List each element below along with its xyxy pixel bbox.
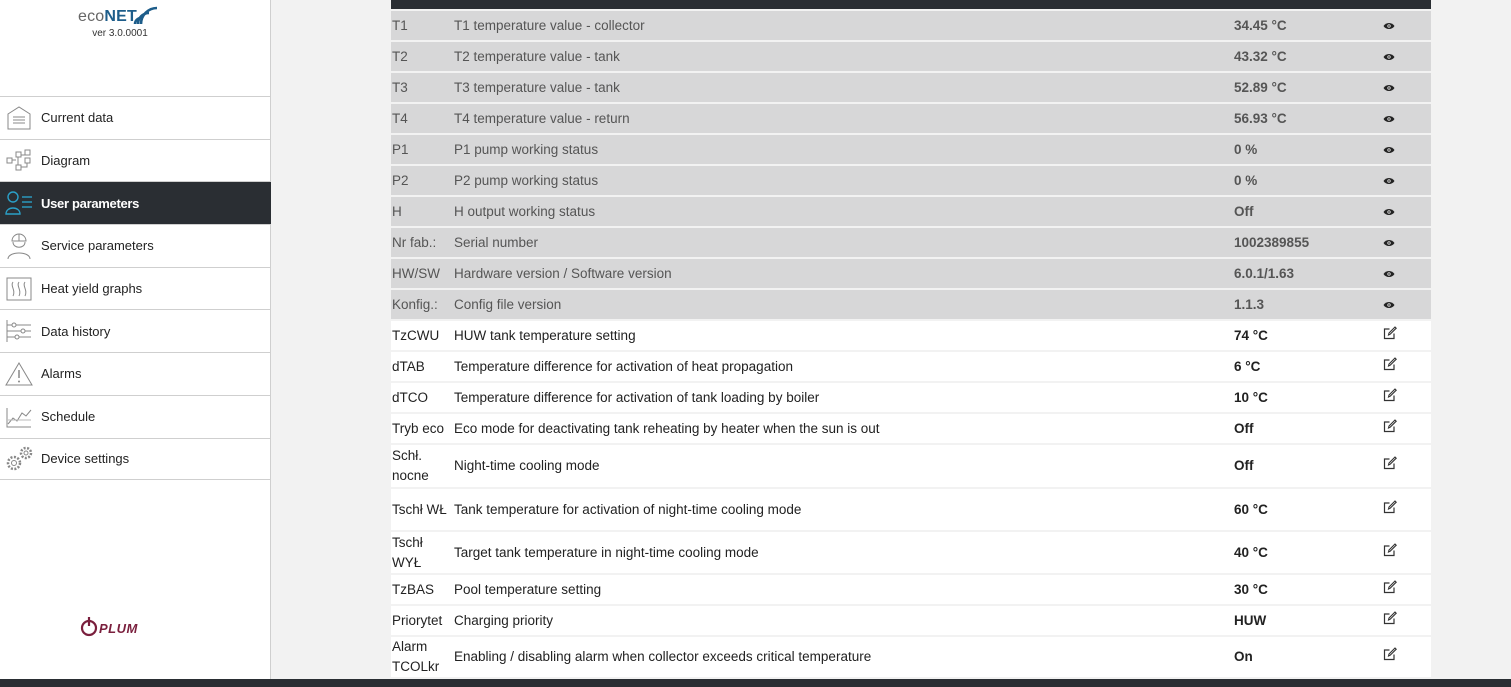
user-list-icon [2,188,36,218]
param-action [1383,227,1431,258]
table-row [391,636,1431,677]
param-code: Nr fab.: [391,227,453,258]
param-description: Config file version [453,289,1233,320]
param-value: 34.45 °C [1233,10,1383,41]
table-row [391,165,1431,196]
edit-icon[interactable] [1383,611,1397,631]
param-code: T4 [391,103,453,134]
param-description: Enabling / disabling alarm when collector exceeds critical temperature [453,636,1233,677]
param-code: T2 [391,41,453,72]
param-value: 0 % [1233,134,1383,165]
table-row [391,444,1431,488]
table-row [391,196,1431,227]
param-description: HUW tank temperature setting [453,320,1233,351]
param-action [1383,488,1431,531]
param-description: Hardware version / Software version [453,258,1233,289]
param-action [1383,41,1431,72]
plum-logo [80,614,160,640]
param-value: 60 °C [1233,488,1383,531]
table-row [391,320,1431,351]
param-action [1383,72,1431,103]
param-description: P2 pump working status [453,165,1233,196]
param-action [1383,636,1431,677]
param-code: HW/SW [391,258,453,289]
view-icon[interactable] [1383,264,1395,284]
econet-logo [0,0,271,96]
parameters-panel [391,0,1431,677]
param-code: TzBAS [391,574,453,605]
diagram-icon [2,146,36,176]
table-row [391,10,1431,41]
menu-item-current-data[interactable] [0,96,271,139]
param-action [1383,196,1431,227]
param-code: Schł. nocne [391,444,453,488]
service-worker-icon [2,231,36,261]
param-description: Charging priority [453,605,1233,636]
param-action [1383,531,1431,574]
param-code: H [391,196,453,227]
edit-icon[interactable] [1383,543,1397,563]
schedule-chart-icon [2,402,36,432]
param-value: 10 °C [1233,382,1383,413]
table-row [391,72,1431,103]
menu-label: Service parameters [41,238,154,254]
param-description: Serial number [453,227,1233,258]
menu-item-alarms[interactable] [0,352,271,395]
edit-icon[interactable] [1383,456,1397,476]
table-row [391,488,1431,531]
param-description: H output working status [453,196,1233,227]
menu-label: Alarms [41,366,82,382]
edit-icon[interactable] [1383,388,1397,408]
param-code: Tschł WŁ [391,488,453,531]
view-icon[interactable] [1383,171,1395,191]
param-action [1383,289,1431,320]
param-action [1383,382,1431,413]
param-description: T4 temperature value - return [453,103,1233,134]
view-icon[interactable] [1383,78,1395,98]
table-row [391,41,1431,72]
table-row [391,382,1431,413]
table-row [391,413,1431,444]
menu-item-service-parameters[interactable] [0,224,271,267]
view-icon[interactable] [1383,109,1395,129]
param-description: Target tank temperature in night-time cooling mode [453,531,1233,574]
main-content [271,0,1511,687]
param-code: Tschł WYŁ [391,531,453,574]
table-row [391,351,1431,382]
param-action [1383,605,1431,636]
heat-icon [2,274,36,304]
param-description: Tank temperature for activation of night-time cooling mode [453,488,1233,531]
menu-label: Device settings [41,451,130,467]
menu-label: Heat yield graphs [41,281,143,297]
edit-icon[interactable] [1383,326,1397,346]
param-action [1383,444,1431,488]
version-label: ver 3.0.0001 [92,28,148,39]
edit-icon[interactable] [1383,500,1397,520]
view-icon[interactable] [1383,233,1395,253]
view-icon[interactable] [1383,295,1395,315]
menu-item-device-settings[interactable] [0,438,271,481]
sidebar [0,0,271,687]
table-header-bar [391,0,1431,9]
param-code: dTCO [391,382,453,413]
menu-item-diagram[interactable] [0,139,271,182]
param-description: T3 temperature value - tank [453,72,1233,103]
parameters-table [391,9,1431,677]
param-action [1383,165,1431,196]
param-value: Off [1233,413,1383,444]
param-value: Off [1233,444,1383,488]
edit-icon[interactable] [1383,419,1397,439]
edit-icon[interactable] [1383,357,1397,377]
param-description: Temperature difference for activation of tank loading by boiler [453,382,1233,413]
param-value: 40 °C [1233,531,1383,574]
menu-item-heat-yield-graphs[interactable] [0,267,271,310]
param-value: 43.32 °C [1233,41,1383,72]
view-icon[interactable] [1383,47,1395,67]
wifi-signal-icon [131,2,161,26]
bottom-bar [0,679,1511,687]
param-value: 56.93 °C [1233,103,1383,134]
view-icon[interactable] [1383,16,1395,36]
param-value: 52.89 °C [1233,72,1383,103]
param-action [1383,258,1431,289]
table-row [391,605,1431,636]
main-menu [0,96,271,480]
param-description: Temperature difference for activation of heat propagation [453,351,1233,382]
view-icon[interactable] [1383,140,1395,160]
warning-icon [2,359,36,389]
param-value: 30 °C [1233,574,1383,605]
svg-text:PLUM: PLUM [99,621,138,636]
table-row [391,258,1431,289]
param-code: TzCWU [391,320,453,351]
menu-label: Diagram [41,153,91,169]
param-description: Night-time cooling mode [453,444,1233,488]
param-value: 6 °C [1233,351,1383,382]
param-value: 1.1.3 [1233,289,1383,320]
param-code: dTAB [391,351,453,382]
history-sliders-icon [2,316,36,346]
menu-label: Data history [41,323,111,339]
param-action [1383,351,1431,382]
param-code: T1 [391,10,453,41]
table-row [391,134,1431,165]
param-code: Tryb eco [391,413,453,444]
table-row [391,289,1431,320]
param-code: T3 [391,72,453,103]
param-value: 0 % [1233,165,1383,196]
param-code: Alarm TCOLkr [391,636,453,677]
brand-name: ecoNET [78,8,138,25]
param-description: T2 temperature value - tank [453,41,1233,72]
param-action [1383,574,1431,605]
param-value: Off [1233,196,1383,227]
param-value: HUW [1233,605,1383,636]
menu-label: User parameters [41,195,140,211]
edit-icon[interactable] [1383,647,1397,667]
param-description: T1 temperature value - collector [453,10,1233,41]
param-description: Pool temperature setting [453,574,1233,605]
param-value: On [1233,636,1383,677]
param-action [1383,103,1431,134]
menu-label: Schedule [41,409,96,425]
gears-icon [2,444,36,474]
param-description: P1 pump working status [453,134,1233,165]
menu-item-user-parameters[interactable] [0,181,271,224]
edit-icon[interactable] [1383,580,1397,600]
param-code: Konfig.: [391,289,453,320]
table-row [391,227,1431,258]
param-value: 1002389855 [1233,227,1383,258]
param-description: Eco mode for deactivating tank reheating by heater when the sun is out [453,413,1233,444]
param-value: 6.0.1/1.63 [1233,258,1383,289]
param-code: P1 [391,134,453,165]
list-icon [2,103,36,133]
table-row [391,103,1431,134]
param-action [1383,134,1431,165]
table-row [391,574,1431,605]
view-icon[interactable] [1383,202,1395,222]
param-value: 74 °C [1233,320,1383,351]
table-row [391,531,1431,574]
param-action [1383,320,1431,351]
menu-item-schedule[interactable] [0,395,271,438]
param-code: P2 [391,165,453,196]
menu-label: Current data [41,110,114,126]
param-action [1383,10,1431,41]
menu-item-data-history[interactable] [0,309,271,352]
param-action [1383,413,1431,444]
param-code: Priorytet [391,605,453,636]
